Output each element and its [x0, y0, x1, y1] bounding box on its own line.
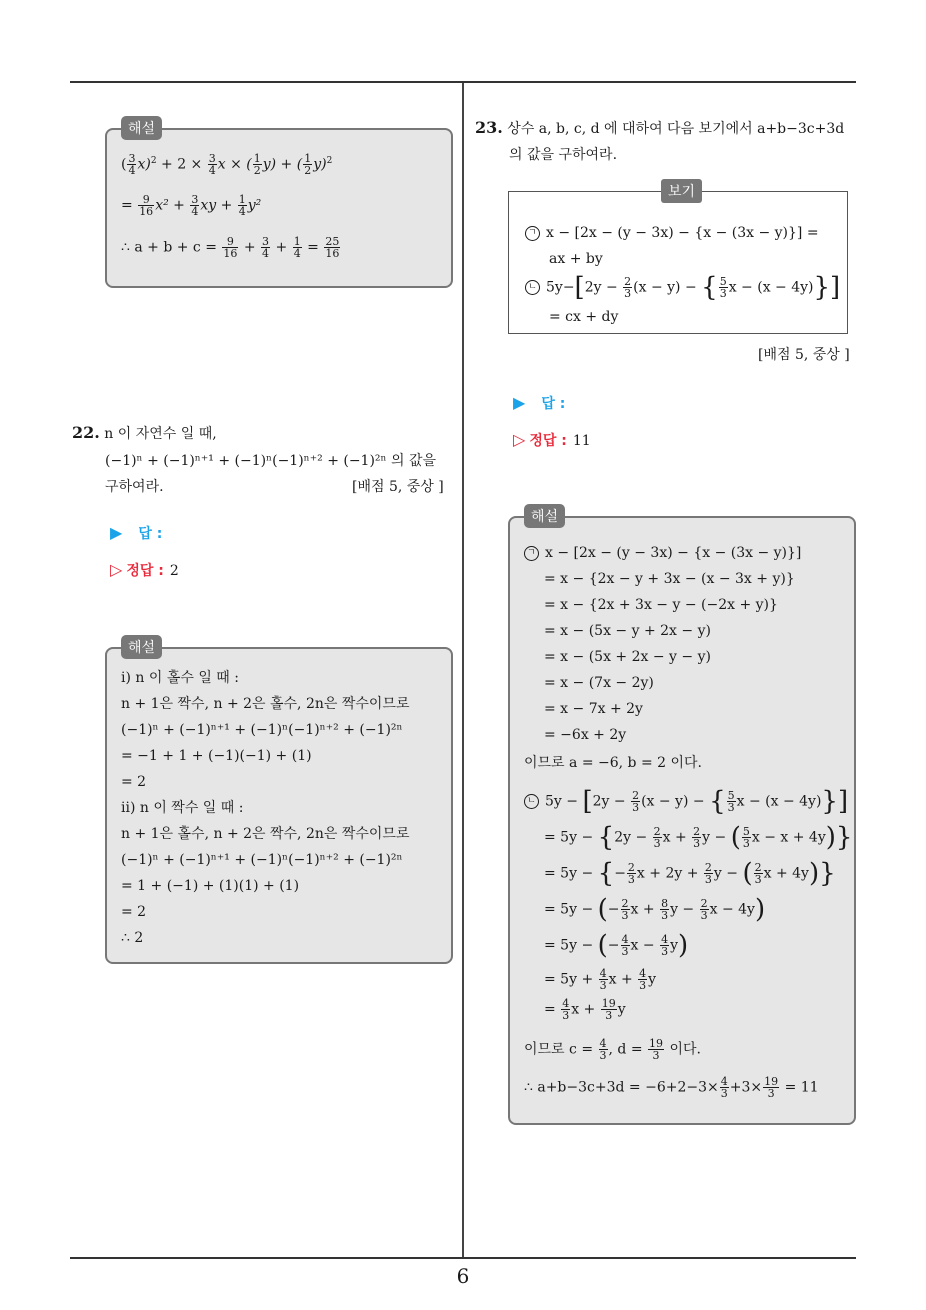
page-number: 6	[456, 1264, 470, 1288]
solution-23-line: ㄴ 5y − [2y − $\frac{2}{3}$ (x − y) − { $\frac{5}{3}$ x − (x − 4y)}]	[524, 790, 848, 813]
circled-nieun-icon: ㄴ	[525, 280, 540, 295]
solution-22-line: ∴ 2	[121, 930, 144, 946]
bogi-label: 보기	[661, 179, 702, 203]
circled-nieun-icon: ㄴ	[524, 794, 539, 809]
solution-box-22	[105, 640, 453, 964]
play-icon: ▶	[513, 393, 526, 412]
question-number: 23.	[475, 118, 503, 137]
solution-23-line: ㄱ x − [2x − (y − 3x) − {x − (3x − y)}]	[524, 544, 801, 562]
circled-giyeok-icon: ㄱ	[525, 226, 540, 241]
solution-23-line: = x − (5x − y + 2x − y)	[544, 623, 711, 639]
solution-label: 해설	[121, 635, 162, 659]
solution-23-line: 이므로 a = −6, b = 2 이다.	[524, 755, 702, 771]
question-number: 22.	[72, 423, 100, 442]
solution-22-line: n + 1은 홀수, n + 2은 짝수, 2n은 짝수이므로	[121, 826, 410, 842]
question-23-line-1: 23. 상수 a, b, c, d 에 대하여 다음 보기에서 a+b−3c+3d	[475, 118, 845, 137]
answer-row-23: ▶ 답 :	[513, 393, 566, 412]
correct-answer-row-23: ▷ 정답 : 11	[513, 430, 591, 449]
solution-23-line: = 5y − (− $\frac{4}{3}$ x − $\frac{4}{3}$ y)	[544, 930, 689, 961]
question-22-meta: [배점 5, 중상 ]	[352, 479, 444, 495]
solution-23-final: ∴ a+b−3c+3d = −6+2−3× $\frac{4}{3}$ +3× $\frac{19}{3}$ = 11	[524, 1075, 819, 1100]
solution-23-line: = 5y − {− $\frac{2}{3}$ x + 2y + $\frac{2}{3}$ y − ( $\frac{2}{3}$ x + 4y)}	[544, 858, 836, 889]
solution-23-line: = 5y + $\frac{4}{3}$ x + $\frac{4}{3}$ y	[544, 967, 657, 992]
play-icon: ▶	[110, 523, 123, 542]
solution-21-line-1: ( $\frac{3}{4}$ x)$^2$ + 2 × $\frac{3}{4}$ x × ( $\frac{1}{2}$ y) + ( $\frac{1}{2}$ y)$^2$	[121, 152, 333, 178]
column-divider	[462, 83, 464, 1257]
bogi-box	[508, 184, 848, 334]
question-22-line-1: 22. n 이 자연수 일 때,	[72, 423, 217, 442]
solution-box-21	[105, 121, 453, 288]
bogi-item-b-cont: = cx + dy	[549, 309, 619, 325]
solution-22-line: = 2	[121, 774, 147, 790]
solution-23-line: = 5y − (− $\frac{2}{3}$ x + $\frac{8}{3}$ y − $\frac{2}{3}$ x − 4y)	[544, 894, 766, 925]
solution-22-line: i) n 이 홀수 일 때 :	[121, 670, 239, 686]
circled-giyeok-icon: ㄱ	[524, 546, 539, 561]
question-22-line-3: 구하여라.	[105, 479, 164, 495]
solution-23-line: = 5y − {2y − $\frac{2}{3}$ x + $\frac{2}{3}$ y − ( $\frac{5}{3}$ x − x + 4y)}	[544, 822, 853, 853]
solution-box-23	[508, 509, 856, 1125]
solution-22-line: = 1 + (−1) + (1)(1) + (1)	[121, 878, 300, 894]
solution-label: 해설	[524, 504, 565, 528]
solution-23-line: = x − (5x + 2x − y − y)	[544, 649, 711, 665]
solution-23-line: = x − 7x + 2y	[544, 701, 643, 717]
solution-22-line: ii) n 이 짝수 일 때 :	[121, 800, 244, 816]
solution-23-line: = x − {2x − y + 3x − (x − 3x + y)}	[544, 571, 795, 587]
solution-22-line: = 2	[121, 904, 147, 920]
solution-22-line: (−1)ⁿ + (−1)ⁿ⁺¹ + (−1)ⁿ(−1)ⁿ⁺² + (−1)²ⁿ	[121, 722, 403, 738]
solution-label: 해설	[121, 116, 162, 140]
bottom-rule	[70, 1257, 856, 1259]
solution-22-line: = −1 + 1 + (−1)(−1) + (1)	[121, 748, 312, 764]
bogi-item-a: ㄱ x − [2x − (y − 3x) − {x − (3x − y)}] =	[525, 224, 819, 242]
solution-22-line: n + 1은 짝수, n + 2은 홀수, 2n은 짝수이므로	[121, 696, 410, 712]
solution-23-line: = x − (7x − 2y)	[544, 675, 654, 691]
question-23-meta: [배점 5, 중상 ]	[758, 347, 850, 363]
answer-row-22: ▶ 답 :	[110, 523, 163, 542]
bogi-item-b: ㄴ 5y−[2y − $\frac{2}{3}$ (x − y) − { $\frac{5}{3}$ x − (x − 4y)}]	[525, 276, 840, 299]
solution-21-line-2: = $\frac{9}{16}$ x² + $\frac{3}{4}$ xy + $\frac{1}{4}$ y²	[121, 193, 262, 218]
solution-21-line-3: ∴ a + b + c = $\frac{9}{16}$ + $\frac{3}{4}$ + $\frac{1}{4}$ = $\frac{25}{16}$	[121, 235, 340, 260]
triangle-outline-icon: ▷	[110, 560, 123, 579]
triangle-outline-icon: ▷	[513, 430, 526, 449]
solution-23-line: = $\frac{4}{3}$ x + $\frac{19}{3}$ y	[544, 997, 626, 1022]
bogi-item-a-cont: ax + by	[549, 251, 603, 267]
solution-22-line: (−1)ⁿ + (−1)ⁿ⁺¹ + (−1)ⁿ(−1)ⁿ⁺² + (−1)²ⁿ	[121, 852, 403, 868]
question-22-line-2: (−1)ⁿ + (−1)ⁿ⁺¹ + (−1)ⁿ(−1)ⁿ⁺² + (−1)²ⁿ 의 값을	[105, 453, 437, 469]
solution-23-line: = −6x + 2y	[544, 727, 627, 743]
question-23-line-2: 의 값을 구하여라.	[509, 147, 618, 163]
solution-23-line: = x − {2x + 3x − y − (−2x + y)}	[544, 597, 778, 613]
solution-23-line: 이므로 c = $\frac{4}{3}$ , d = $\frac{19}{3}$ 이다.	[524, 1037, 701, 1062]
correct-answer-row-22: ▷ 정답 : 2	[110, 560, 179, 579]
